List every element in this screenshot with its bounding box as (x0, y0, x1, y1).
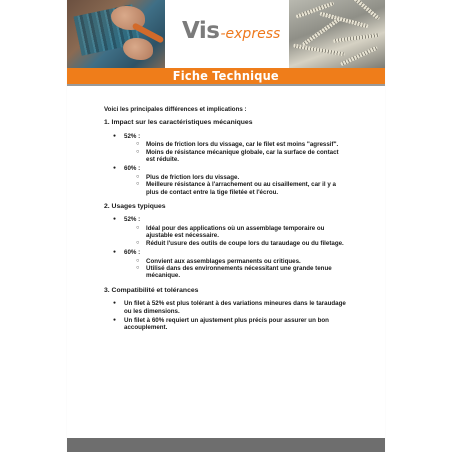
title-divider (67, 84, 385, 86)
document-body (104, 106, 348, 339)
list-item (104, 216, 348, 247)
list-item (104, 133, 348, 164)
list-item: ● Un filet à 60% requiert un ajustement plus précis pour assurer un bon accouplement. (104, 317, 348, 332)
sub-list-item: ○ Meilleure résistance à l'arrachement ou au cisaillement, car il y a plus de contact entre la tige filetée et l'écrou. (124, 181, 348, 196)
section-compatibility (104, 287, 348, 332)
sub-list-item: ○ Moins de résistance mécanique globale, car la surface de contact est réduite. (124, 149, 348, 164)
intro-text: Voici les principales différences et implications : (104, 106, 247, 113)
group-label: 52% : (124, 216, 141, 224)
page-title: Fiche Technique (172, 69, 280, 83)
group-label: 52% : (124, 132, 141, 140)
document-page (67, 0, 385, 452)
vis-express-logo (182, 18, 280, 48)
logo-main-text: Vis (182, 18, 220, 44)
section-usages (104, 203, 348, 280)
footer-bar (67, 438, 385, 452)
sub-list-item: ○ Moins de friction lors du vissage, car le filet est moins "agressif". (124, 141, 348, 148)
group-label: 60% : (124, 165, 141, 173)
group-label: 60% : (124, 249, 141, 257)
screws-photo (289, 0, 385, 68)
sub-list-item: ○ Convient aux assemblages permanents ou critiques. (124, 258, 348, 265)
list-item: ● Un filet à 52% est plus tolérant à des variations mineures dans le taraudage ou les dimensions. (104, 300, 348, 315)
header-banner (67, 0, 385, 68)
section-mechanical (104, 119, 348, 196)
section-heading: 1. Impact sur les caractéristiques mécaniques (104, 119, 253, 127)
title-bar (67, 68, 385, 84)
logo-suffix-text: -express (220, 26, 281, 42)
sub-list-item: ○ Idéal pour des applications où un assemblage temporaire ou ajustable est nécessaire. (124, 225, 348, 240)
list-item (104, 249, 348, 280)
sub-list-item: ○ Plus de friction lors du vissage. (124, 174, 348, 181)
list-item (104, 165, 348, 196)
sub-list-item: ○ Utilisé dans des environnements nécessitant une grande tenue mécanique. (124, 265, 348, 280)
sub-list-item: ○ Réduit l'usure des outils de coupe lors du taraudage ou du filetage. (124, 240, 348, 247)
section-heading: 3. Compatibilité et tolérances (104, 286, 199, 294)
electronics-workbench-photo (67, 0, 165, 68)
section-heading: 2. Usages typiques (104, 203, 166, 211)
